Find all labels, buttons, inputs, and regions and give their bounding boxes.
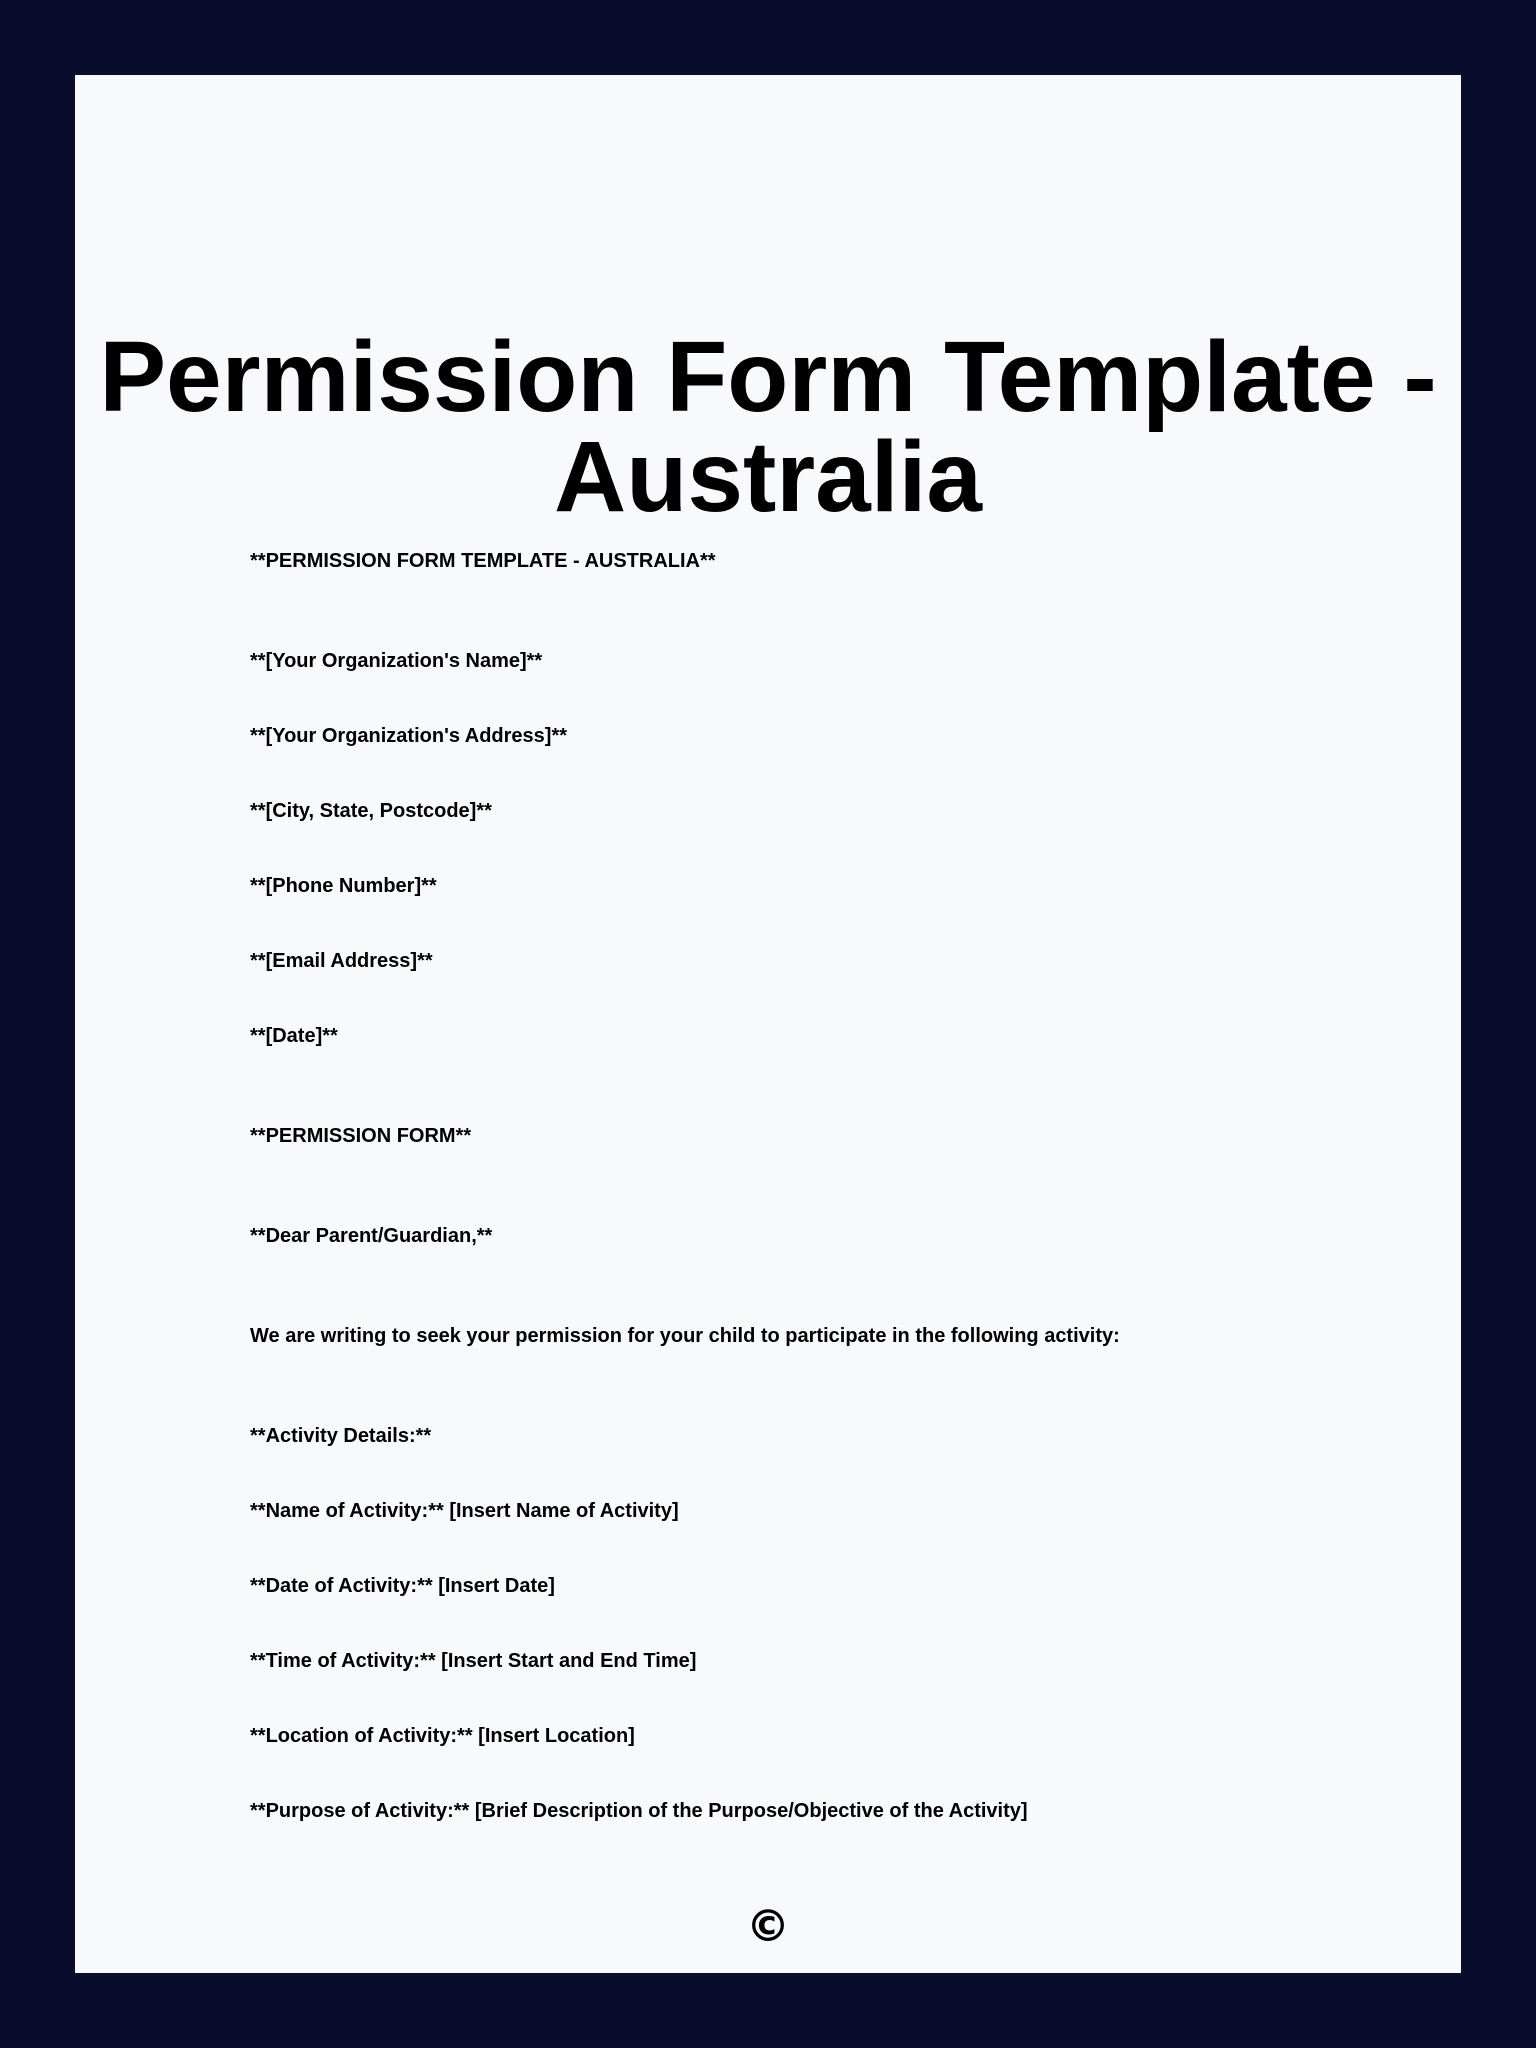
intro-paragraph: We are writing to seek your permission for your child to participate in the following activity: — [250, 1325, 1120, 1347]
organization-address-line: **[Your Organization's Address]** — [250, 725, 568, 747]
email-address-line: **[Email Address]** — [250, 950, 433, 972]
salutation-line: **Dear Parent/Guardian,** — [250, 1225, 493, 1247]
document-page — [75, 75, 1461, 1973]
activity-location-line: **Location of Activity:** [Insert Location] — [250, 1725, 635, 1747]
organization-name-line: **[Your Organization's Name]** — [250, 650, 543, 672]
activity-date-line: **Date of Activity:** [Insert Date] — [250, 1575, 555, 1597]
permission-form-heading: **PERMISSION FORM** — [250, 1125, 472, 1147]
date-line: **[Date]** — [250, 1025, 338, 1047]
form-heading: **PERMISSION FORM TEMPLATE - AUSTRALIA** — [250, 550, 716, 572]
activity-purpose-line: **Purpose of Activity:** [Brief Description of the Purpose/Objective of the Activity] — [250, 1800, 1028, 1822]
page-title: Permission Form Template - Australia — [99, 321, 1437, 533]
copyright-icon: © — [746, 1901, 790, 1952]
city-state-postcode-line: **[City, State, Postcode]** — [250, 800, 492, 822]
activity-details-heading: **Activity Details:** — [250, 1425, 432, 1447]
phone-number-line: **[Phone Number]** — [250, 875, 437, 897]
activity-name-line: **Name of Activity:** [Insert Name of Activity] — [250, 1500, 679, 1522]
activity-time-line: **Time of Activity:** [Insert Start and End Time] — [250, 1650, 697, 1672]
